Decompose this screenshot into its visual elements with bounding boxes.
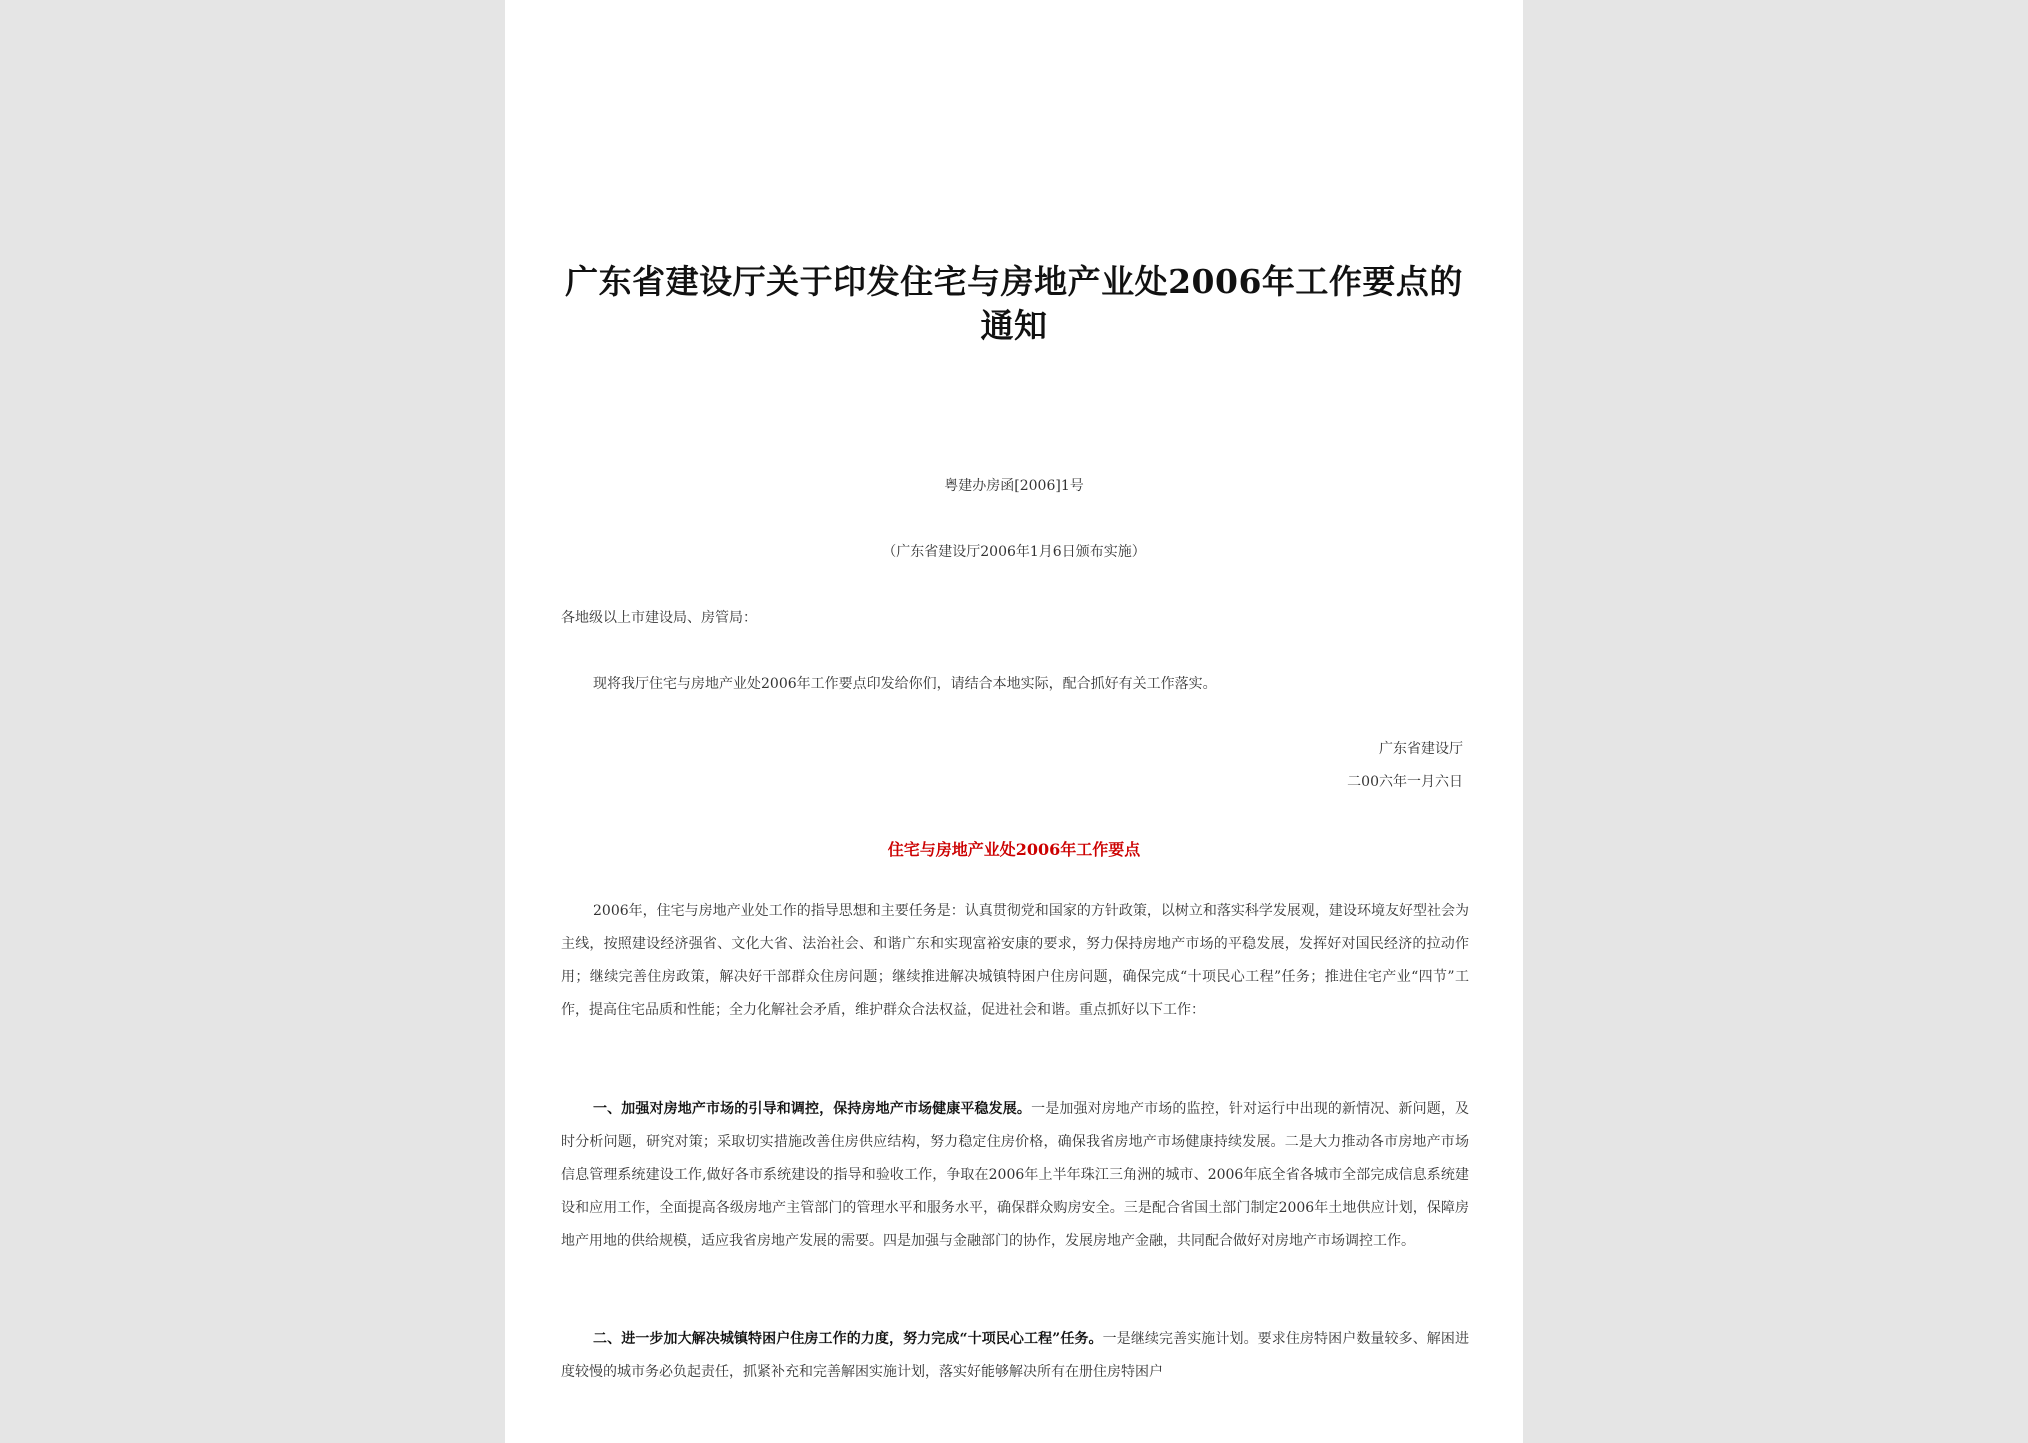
paragraph-item-one bbox=[561, 1093, 1469, 1258]
section-title: 住宅与房地产业处2006年工作要点 bbox=[887, 840, 1141, 859]
item-one-heading: 一、加强对房地产市场的引导和调控，保持房地产市场健康平稳发展。 bbox=[593, 1101, 1032, 1117]
item-two-heading: 二、进一步加大解决城镇特困户住房工作的力度，努力完成“十项民心工程”任务。 bbox=[593, 1331, 1103, 1347]
signature-organization: 广东省建设厅 bbox=[1379, 741, 1463, 757]
document-title: 广东省建设厅关于印发住宅与房地产业处2006年工作要点的通知 bbox=[565, 262, 1463, 345]
item-one-body: 一是加强对房地产市场的监控，针对运行中出现的新情况、新问题，及时分析问题，研究对策；采取切实措施改善住房供应结构，努力稳定住房价格，确保我省房地产市场健康持续发展。二是大力推动各市房地产市场信息管理系统建设工作,做好各市系统建设的指导和验收工作，争取在2006年上半年珠江三角洲的城市、2006年底全省各城市全部完成信息系统建设和应用工作，全面提高各级房地产主管部门的管理水平和服务水平，确保群众购房安全。三是配合省国土部门制定2006年土地供应计划，保障房地产用地的供给规模，适应我省房地产发展的需要。四是加强与金融部门的协作，发展房地产金融，共同配合做好对房地产市场调控工作。 bbox=[561, 1101, 1470, 1249]
signature-date: 二00六年一月六日 bbox=[1347, 774, 1463, 790]
item-two-body: 一是继续完善实施计划。要求住房特困户数量较多、解困进度较慢的城市务必负起责任，抓紧补充和完善解困实施计划，落实好能够解决所有在册住房特困户 bbox=[561, 1331, 1469, 1380]
issued-note: （广东省建设厅2006年1月6日颁布实施） bbox=[882, 544, 1146, 560]
intro-paragraph: 现将我厅住宅与房地产业处2006年工作要点印发给你们，请结合本地实际，配合抓好有关工作落实。 bbox=[593, 676, 1217, 692]
paragraph-item-two bbox=[561, 1323, 1469, 1389]
addressee: 各地级以上市建设局、房管局： bbox=[561, 610, 757, 626]
document-page bbox=[505, 0, 1523, 1443]
document-number: 粤建办房函[2006]1号 bbox=[944, 478, 1084, 494]
paragraph-guiding-principles: 2006年，住宅与房地产业处工作的指导思想和主要任务是：认真贯彻党和国家的方针政策，以树立和落实科学发展观，建设环境友好型社会为主线，按照建设经济强省、文化大省、法治社会、和谐广东和实现富裕安康的要求，努力保持房地产市场的平稳发展，发挥好对国民经济的拉动作用；继续完善住房政策，解决好干部群众住房问题；继续推进解决城镇特困户住房问题，确保完成“十项民心工程”任务；推进住宅产业“四节”工作，提高住宅品质和性能；全力化解社会矛盾，维护群众合法权益，促进社会和谐。重点抓好以下工作： bbox=[561, 903, 1469, 1018]
